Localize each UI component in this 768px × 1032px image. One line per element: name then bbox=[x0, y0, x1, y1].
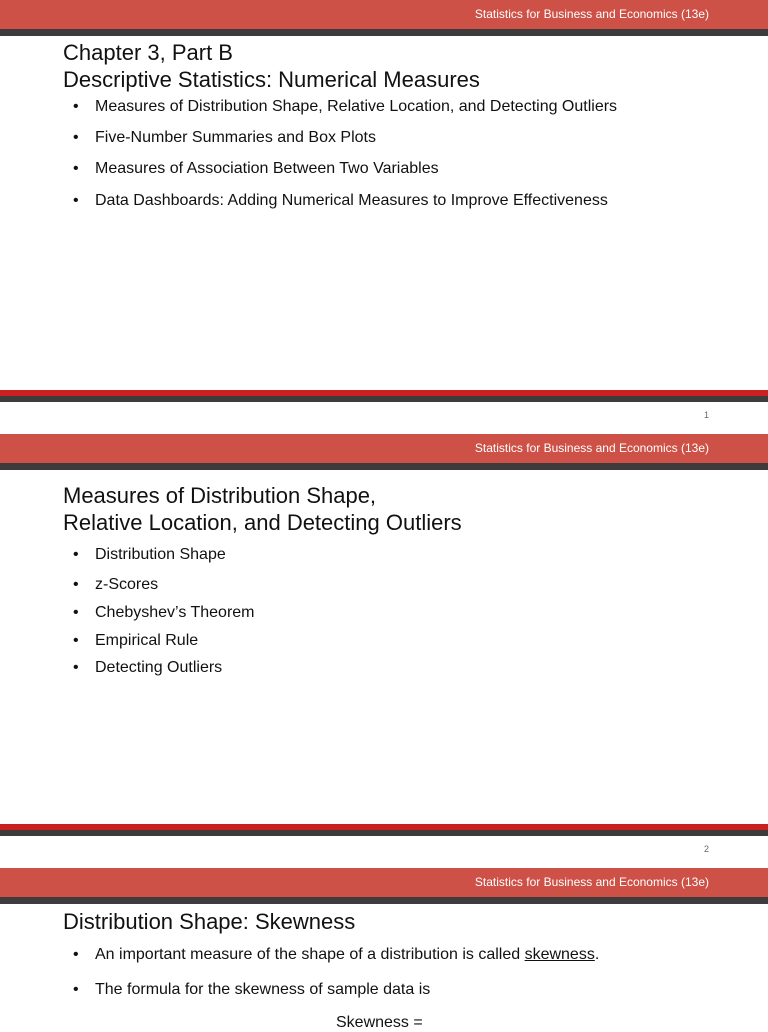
slide-header-bar bbox=[0, 0, 768, 29]
header-text: Statistics for Business and Economics (13e) bbox=[474, 7, 709, 21]
bullet-item bbox=[73, 160, 439, 178]
bullet-item bbox=[73, 576, 158, 594]
bullet-item bbox=[73, 946, 599, 964]
bullet-text: Measures of Distribution Shape, Relative Location, and Detecting Outliers bbox=[95, 98, 618, 115]
bullet-item bbox=[73, 981, 430, 999]
bullet-icon: • bbox=[73, 632, 79, 649]
skewness-formula-label: Skewness = bbox=[336, 1014, 423, 1031]
bullet-icon: • bbox=[73, 981, 79, 998]
bullet-item bbox=[73, 604, 255, 622]
bullet-text-period: . bbox=[594, 946, 600, 963]
skewness-term: skewness bbox=[524, 946, 595, 963]
bullet-text: An important measure of the shape of a distribution is called bbox=[95, 946, 525, 963]
bullet-icon: • bbox=[73, 946, 79, 963]
slide-header-bar bbox=[0, 868, 768, 897]
bullet-text: Distribution Shape bbox=[95, 546, 226, 563]
bullet-icon: • bbox=[73, 160, 79, 177]
slide-2 bbox=[0, 434, 768, 868]
bullet-icon: • bbox=[73, 192, 79, 209]
slide-header-bar bbox=[0, 434, 768, 463]
bullet-item bbox=[73, 192, 608, 210]
footer-dark-stripe bbox=[0, 830, 768, 836]
slide-title-line1: Measures of Distribution Shape, bbox=[63, 483, 377, 508]
bullet-icon: • bbox=[73, 604, 79, 621]
bullet-text: Detecting Outliers bbox=[95, 659, 223, 676]
bullet-text: Chebyshev’s Theorem bbox=[95, 604, 255, 621]
bullet-text: z-Scores bbox=[95, 576, 159, 593]
slide-title-line1: Chapter 3, Part B bbox=[63, 40, 233, 65]
bullet-text: Empirical Rule bbox=[95, 632, 199, 649]
slide-1 bbox=[0, 0, 768, 434]
header-text: Statistics for Business and Economics (13e) bbox=[474, 875, 709, 889]
bullet-icon: • bbox=[73, 659, 79, 676]
bullet-item bbox=[73, 632, 198, 650]
page-number: 2 bbox=[703, 844, 709, 854]
bullet-text: Five-Number Summaries and Box Plots bbox=[95, 129, 376, 146]
page-number: 1 bbox=[703, 410, 709, 420]
slide-3 bbox=[0, 868, 768, 1031]
header-dark-stripe bbox=[0, 463, 768, 470]
slide-title-line2: Relative Location, and Detecting Outliers bbox=[63, 510, 462, 535]
bullet-text: The formula for the skewness of sample data is bbox=[95, 981, 431, 998]
header-text: Statistics for Business and Economics (13e) bbox=[474, 441, 709, 455]
bullet-icon: • bbox=[73, 129, 79, 146]
bullet-icon: • bbox=[73, 546, 79, 563]
bullet-text: Data Dashboards: Adding Numerical Measures to Improve Effectiveness bbox=[95, 192, 608, 209]
bullet-item bbox=[73, 98, 617, 116]
bullet-text: Measures of Association Between Two Variables bbox=[95, 160, 439, 177]
slide-title-line1: Distribution Shape: Skewness bbox=[63, 909, 356, 934]
bullet-item bbox=[73, 129, 376, 147]
header-dark-stripe bbox=[0, 897, 768, 904]
bullet-item bbox=[73, 659, 222, 677]
footer-dark-stripe bbox=[0, 396, 768, 402]
slide-title-line2: Descriptive Statistics: Numerical Measures bbox=[63, 67, 480, 92]
bullet-icon: • bbox=[73, 98, 79, 115]
header-dark-stripe bbox=[0, 29, 768, 36]
bullet-icon: • bbox=[73, 576, 79, 593]
bullet-item bbox=[73, 546, 226, 564]
